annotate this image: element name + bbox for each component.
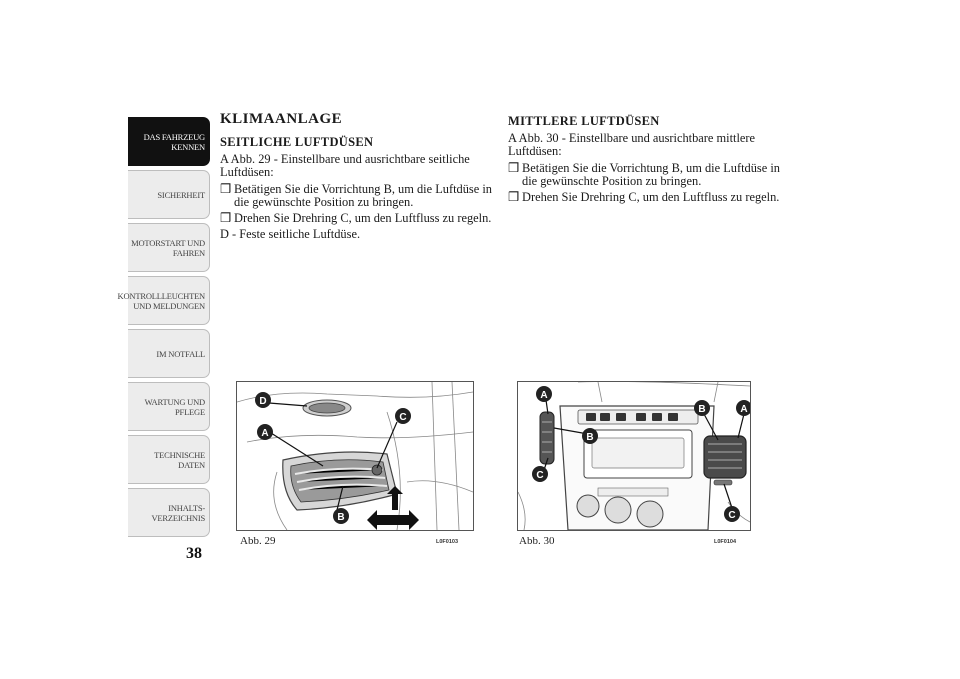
page-title: KLIMAANLAGE: [220, 111, 343, 127]
bullet-box-icon: ❒: [508, 190, 520, 204]
tab-im-notfall[interactable]: IM NOTFALL: [128, 329, 210, 378]
svg-text:C: C: [399, 412, 407, 423]
svg-text:A: A: [740, 404, 748, 415]
right-column: [508, 113, 788, 207]
callout-a-right: [736, 400, 750, 416]
callout-b-right: [694, 400, 710, 416]
figure-29-code: L0F0103: [436, 539, 459, 545]
center-vents-intro: A Abb. 30 - Einstellbare und ausrichtbare mittlere Luftdüsen:: [508, 131, 756, 158]
list-item: ❒ Betätigen Sie die Vorrichtung B, um die Luftdüse in die gewünschte Position zu bringen.: [220, 182, 492, 209]
side-vent-illustration: [237, 382, 473, 530]
left-center-vent: [540, 412, 554, 464]
tab-technische-daten[interactable]: TECHNISCHE DATEN: [128, 435, 210, 484]
tab-kontrollleuchten[interactable]: KONTROLLLEUCHTEN UND MELDUNGEN: [128, 276, 210, 325]
tab-inhaltsverzeichnis[interactable]: INHALTS- VERZEICHNIS: [128, 488, 210, 537]
section-heading-center-vents: MITTLERE LUFTDÜSEN: [508, 114, 660, 128]
bullet-box-icon: ❒: [508, 161, 520, 175]
left-column: [220, 113, 498, 245]
svg-text:B: B: [586, 432, 594, 443]
bullet-box-icon: ❒: [220, 182, 232, 196]
figure-29-caption: Abb. 29: [240, 535, 276, 547]
figure-side-vents: [236, 381, 474, 531]
svg-text:C: C: [536, 470, 544, 481]
tab-sicherheit[interactable]: SICHERHEIT: [128, 170, 210, 219]
svg-text:D: D: [259, 396, 267, 407]
svg-text:C: C: [728, 510, 736, 521]
tab-motorstart-und-fahren[interactable]: MOTORSTART UND FAHREN: [128, 223, 210, 272]
callout-a-left: [536, 386, 552, 402]
bullet-box-icon: ❒: [220, 211, 232, 225]
list-item: ❒ Betätigen Sie die Vorrichtung B, um die Luftdüse in die gewünschte Position zu bringen.: [508, 161, 780, 188]
figure-30-code: L0F0104: [714, 539, 737, 545]
list-item: ❒ Drehen Sie Drehring C, um den Luftfluss zu regeln.: [220, 211, 492, 225]
svg-text:A: A: [261, 428, 269, 439]
svg-text:A: A: [540, 390, 548, 401]
page-number: 38: [186, 545, 202, 562]
center-console: [560, 406, 714, 530]
figure-30-caption: Abb. 30: [519, 535, 555, 547]
center-vent-illustration: [518, 382, 750, 530]
fixed-vent-note: D - Feste seitliche Luftdüse.: [220, 227, 361, 241]
callout-c: [395, 408, 411, 424]
tab-das-fahrzeug-kennen[interactable]: DAS FAHRZEUG KENNEN: [128, 117, 210, 166]
callout-c-right: [724, 506, 740, 522]
figure-center-vents: [517, 381, 751, 531]
svg-text:B: B: [698, 404, 706, 415]
section-heading-side-vents: SEITLICHE LUFTDÜSEN: [220, 135, 374, 149]
callout-a: [257, 424, 273, 440]
tab-wartung-und-pflege[interactable]: WARTUNG UND PFLEGE: [128, 382, 210, 431]
list-item: ❒ Drehen Sie Drehring C, um den Luftfluss zu regeln.: [508, 190, 780, 204]
callout-b-left: [582, 428, 598, 444]
callout-d: [255, 392, 271, 408]
callout-c-left: [532, 466, 548, 482]
right-center-vent: [704, 436, 746, 485]
side-vents-intro: A Abb. 29 - Einstellbare und ausrichtbare seitliche Luftdüsen:: [220, 152, 470, 179]
svg-text:B: B: [337, 512, 345, 523]
fixed-vent-d: [303, 400, 351, 416]
callout-b: [333, 508, 349, 524]
